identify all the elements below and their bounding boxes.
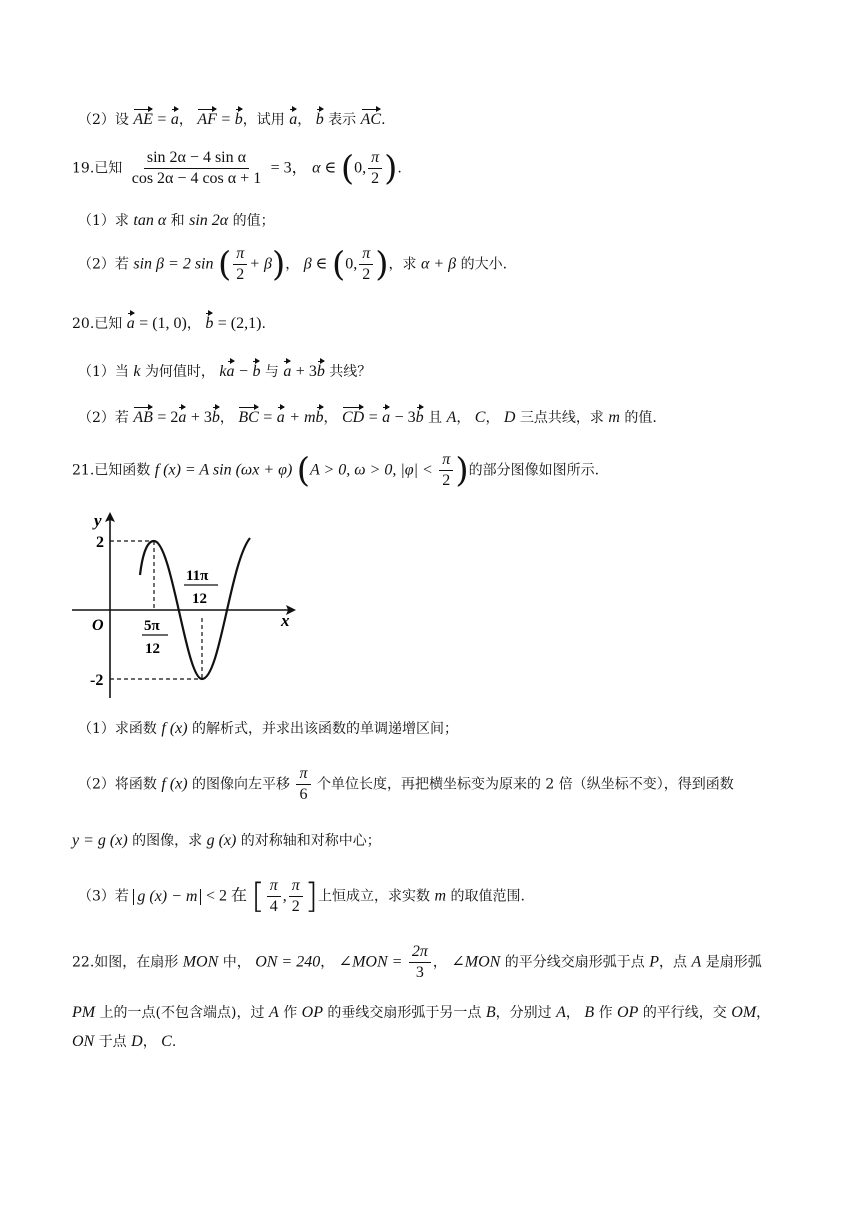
numerator: 2π: [409, 944, 431, 963]
text: 作: [598, 1005, 613, 1021]
tick-11pi-den: 12: [192, 591, 207, 607]
equals: =: [368, 409, 378, 426]
period: .: [171, 1034, 177, 1050]
point-A: A: [691, 953, 702, 971]
q19-part2: [78, 246, 507, 283]
right-paren: ): [271, 244, 286, 285]
question-number: 20.已知: [72, 316, 123, 332]
vector-AF: AF: [197, 111, 217, 128]
part-label: （2）将函数: [78, 776, 157, 793]
vector-a: a: [276, 409, 285, 426]
equals: =: [221, 111, 231, 128]
vector-a: a: [283, 363, 292, 380]
vector-b: b: [234, 111, 243, 128]
q20-part1: [78, 364, 371, 380]
period: .: [381, 112, 386, 128]
q20-part2: [78, 410, 657, 426]
sine-graph: [68, 508, 308, 704]
text: 的图像向左平移: [192, 776, 291, 793]
tick-5pi-num: 5π: [144, 618, 160, 634]
text: 的图像，求: [132, 833, 203, 849]
vector-AC: AC: [360, 111, 382, 128]
part-label: （1）求: [78, 213, 129, 229]
function-expression: g (x): [206, 832, 237, 849]
expression: sin 2α: [189, 212, 229, 229]
text: 于点: [98, 1034, 127, 1050]
two: 2: [442, 472, 451, 489]
pi: π: [233, 246, 247, 265]
y-max-label: 2: [96, 534, 104, 551]
function-expression: f (x) = A sin (ωx + φ): [154, 461, 293, 479]
sine-curve: [140, 538, 250, 679]
vector-a: a: [382, 409, 391, 426]
point-A: A: [446, 409, 457, 426]
expression: sin β = 2 sin: [133, 255, 214, 273]
two-pi-over-3: [409, 944, 431, 981]
question-number: 22.如图，在扇形: [72, 954, 179, 971]
pi: π: [439, 452, 453, 471]
text: 的对称轴和对称中心；: [240, 833, 381, 849]
part-label: （3）若: [78, 888, 129, 905]
right-paren: ): [384, 148, 398, 189]
expression: + 3: [190, 409, 212, 426]
part-label: （1）求函数: [78, 721, 157, 737]
domain: β ∈: [303, 255, 328, 273]
text: 表示: [328, 112, 357, 128]
vector-a: a: [226, 363, 235, 380]
expression: ON = 240: [255, 953, 321, 971]
period: .: [261, 316, 266, 332]
point-D: D: [503, 409, 516, 426]
arc-PM: PM: [72, 1004, 96, 1021]
point-P: P: [649, 953, 660, 971]
text: 共线？: [329, 364, 372, 380]
vector-b: b: [315, 111, 324, 128]
variable-m: m: [608, 409, 620, 426]
pi: π: [368, 150, 382, 169]
vector-b: b: [252, 363, 261, 380]
segment-OM: OM: [731, 1004, 757, 1021]
expression: + β: [249, 255, 272, 273]
q22-line2: [72, 1005, 770, 1021]
domain: α ∈: [312, 159, 337, 177]
q20-stem: [72, 316, 266, 332]
sep: ，: [297, 112, 312, 128]
vector-b: b: [211, 409, 220, 426]
question-number: 19.已知: [72, 160, 123, 177]
operator: −: [238, 363, 248, 380]
sector-name: MON: [182, 953, 219, 971]
pi: π: [296, 766, 310, 785]
q19-stem: [72, 150, 402, 187]
sep: ，: [485, 410, 500, 426]
segment-OP: OP: [301, 1004, 323, 1021]
text: 的取值范围.: [450, 888, 525, 905]
vector-AB: AB: [133, 409, 153, 426]
text: 上的一点(不包含端点)，过: [99, 1005, 265, 1021]
q21-part1: [78, 721, 458, 737]
function-expression: f (x): [161, 775, 188, 793]
point-C: C: [474, 409, 486, 426]
q22-line1: [72, 944, 762, 981]
part-label: （1）当: [78, 364, 129, 380]
pi-over-2: [289, 878, 303, 915]
y-axis-label: y: [94, 511, 102, 530]
vector-a: a: [170, 111, 179, 128]
text: 上恒成立，求实数: [317, 888, 430, 905]
vector-CD: CD: [342, 409, 365, 426]
inequality: < 2 在: [205, 887, 247, 905]
vector-AE: AE: [133, 111, 153, 128]
absolute-value: g (x) − m: [133, 889, 201, 905]
vector-b: b: [316, 363, 325, 380]
sep: ，: [285, 256, 300, 273]
text: ，求: [388, 256, 417, 273]
angle-expression: ∠MON: [451, 953, 501, 971]
text: 的大小.: [460, 256, 508, 273]
interval-left: 0,: [354, 159, 367, 177]
tick-5pi-den: 12: [145, 641, 160, 657]
fraction-denominator: cos 2α − 4 cos α + 1: [131, 170, 262, 187]
x-axis-label: x: [281, 611, 290, 630]
expression: = (1, 0): [139, 315, 187, 332]
expression: = (2,1): [217, 315, 262, 332]
four: 4: [269, 898, 278, 915]
pi-over-6: [296, 766, 310, 803]
vector-a: a: [126, 315, 135, 332]
variable-k: k: [219, 363, 227, 380]
y-min-label: -2: [90, 672, 104, 689]
text: 的部分图像如图所示.: [468, 462, 600, 479]
vector-b: b: [205, 315, 214, 332]
sep: ，: [186, 316, 201, 332]
q21-part2: [78, 766, 734, 803]
sep: ，: [432, 954, 447, 971]
left-paren: (: [331, 244, 346, 285]
vector-BC: BC: [238, 409, 259, 426]
expression: α + β: [420, 255, 457, 273]
pi-over-2: [368, 150, 382, 187]
sep: ，: [756, 1005, 771, 1021]
conditions: A > 0, ω > 0, |φ| <: [310, 461, 433, 479]
pi-over-2: [359, 246, 373, 283]
vector-a: a: [289, 111, 298, 128]
text: 为何值时，: [144, 364, 215, 380]
point-C: C: [161, 1033, 172, 1050]
interval-left: 0,: [345, 255, 358, 273]
two: 2: [371, 170, 380, 187]
point-B: B: [485, 1004, 496, 1021]
part-label: （2）若: [78, 410, 129, 426]
text: 的值.: [624, 410, 657, 426]
text: 与: [264, 364, 279, 380]
pi: π: [289, 878, 303, 897]
left-paren: (: [340, 148, 355, 189]
sep: ，: [565, 1005, 580, 1021]
pi: π: [359, 246, 373, 265]
two: 2: [362, 266, 371, 283]
sep: ，: [178, 112, 193, 128]
text: 的值；: [232, 213, 275, 229]
text: 且: [428, 410, 443, 426]
sep: ，: [219, 410, 234, 426]
text: 的平行线，交: [642, 1005, 727, 1021]
equals: =: [157, 111, 167, 128]
left-paren: (: [296, 450, 311, 491]
sep: ，: [142, 1034, 157, 1050]
point-A: A: [268, 1004, 279, 1021]
sep: ，: [323, 410, 338, 426]
text: 中，: [222, 954, 251, 971]
point-B: B: [584, 1004, 595, 1021]
q21-part2-cont: [72, 833, 381, 849]
segment-OP: OP: [617, 1004, 639, 1021]
q21-part3: [78, 878, 525, 915]
function-expression: y = g (x): [72, 832, 128, 849]
vector-a: a: [178, 409, 187, 426]
pi: π: [267, 878, 281, 897]
function-expression: f (x): [161, 720, 188, 737]
left-bracket: [: [251, 876, 265, 917]
two: 2: [236, 266, 245, 283]
text: 的解析式，并求出该函数的单调递增区间；: [192, 721, 459, 737]
segment-ON: ON: [72, 1033, 95, 1050]
six: 6: [299, 786, 308, 803]
denominator: 3: [415, 964, 424, 981]
text: 是扇形弧: [705, 954, 762, 971]
two: 2: [291, 898, 300, 915]
question-number: 21.已知函数: [72, 462, 151, 479]
expression: = 2: [157, 409, 179, 426]
tick-11pi-num: 11π: [186, 568, 209, 584]
vector-b: b: [415, 409, 424, 426]
right-paren: ): [455, 450, 469, 491]
vector-b: b: [315, 409, 324, 426]
sep: ，: [456, 410, 471, 426]
equation-rhs: = 3，: [270, 159, 308, 177]
pi-over-2: [233, 246, 247, 283]
text: 三点共线，求: [519, 410, 604, 426]
equals: =: [263, 409, 273, 426]
text: ，点: [659, 954, 688, 971]
part-label: （2）设: [78, 112, 129, 128]
operator: + 3: [295, 363, 317, 380]
text: 个单位长度，再把横坐标变为原来的 2 倍（纵坐标不变），得到函数: [316, 776, 734, 793]
fraction-numerator: sin 2α − 4 sin α: [144, 150, 249, 169]
pi-over-4: [267, 878, 281, 915]
q19-fraction: [129, 150, 264, 187]
angle-expression: ∠MON =: [338, 953, 403, 971]
text: 的平分线交扇形弧于点: [504, 954, 645, 971]
q19-part1: [78, 213, 275, 229]
q21-stem: [72, 452, 599, 489]
q22-line3: [72, 1034, 176, 1050]
part-label: （2）若: [78, 256, 129, 273]
sep: ,: [282, 887, 287, 905]
point-D: D: [131, 1033, 143, 1050]
variable-m: m: [434, 887, 446, 905]
left-paren: (: [217, 244, 232, 285]
right-bracket: ]: [304, 876, 318, 917]
expression: tan α: [133, 212, 167, 229]
q18-part2: [78, 112, 386, 128]
right-paren: ): [375, 244, 389, 285]
point-A: A: [556, 1004, 566, 1021]
text: ，试用: [242, 112, 285, 128]
variable-k: k: [133, 363, 141, 380]
pi-over-2: [439, 452, 453, 489]
period: .: [397, 160, 402, 177]
text: 和: [170, 213, 185, 229]
text: 作: [283, 1005, 298, 1021]
expression: + m: [289, 409, 316, 426]
expression: − 3: [394, 409, 416, 426]
text: 的垂线交扇形弧于另一点: [327, 1005, 482, 1021]
sep: ，: [320, 954, 335, 971]
text: ，分别过: [495, 1005, 552, 1021]
origin-label: O: [92, 617, 104, 634]
